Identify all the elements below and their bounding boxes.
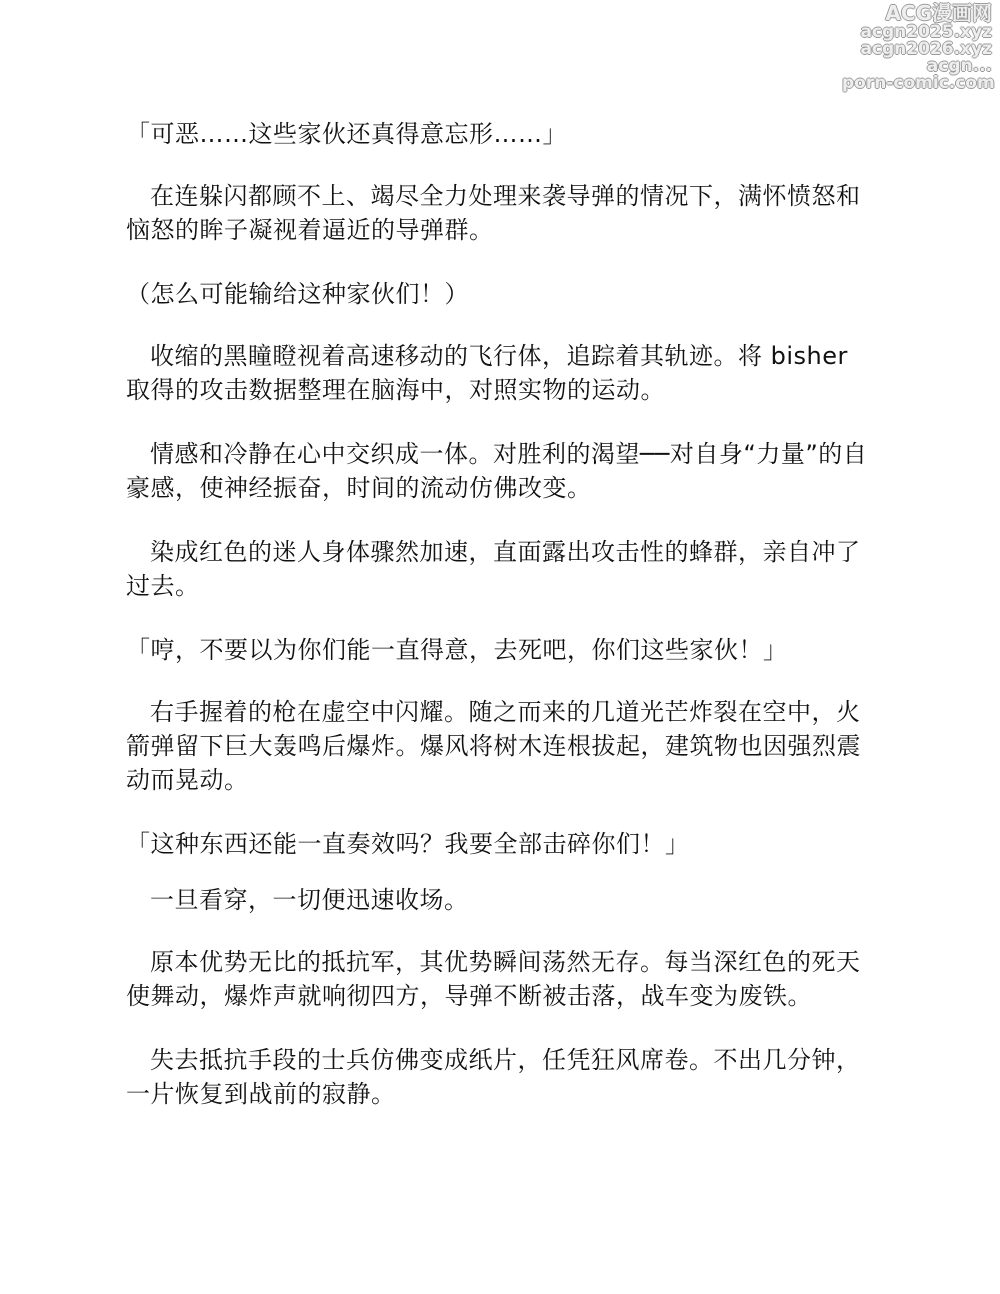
watermark-line: porn-comic.com [842, 73, 995, 93]
dialogue-paragraph: 「可恶……这些家伙还真得意忘形……」 [126, 120, 567, 148]
narration-paragraph: 原本优势无比的抵抗军，其优势瞬间荡然无存。每当深红色的死天使舞动，爆炸声就响彻四方，导弹不断被击落，战车变为废铁。 [126, 948, 861, 1010]
dialogue-paragraph: 「这种东西还能一直奏效吗？我要全部击碎你们！」 [126, 830, 690, 858]
site-watermark [842, 1, 995, 93]
narration-paragraph: 收缩的黑瞳瞪视着高速移动的飞行体，追踪着其轨迹。将 bisher 取得的攻击数据整理在脑海中，对照实物的运动。 [126, 342, 848, 404]
narration-paragraph: 染成红色的迷人身体骤然加速，直面露出攻击性的蜂群，亲自冲了过去。 [126, 538, 861, 600]
watermark-line: acgn... [926, 56, 992, 76]
watermark-line: acgn2025.xyz [860, 22, 992, 42]
watermark-line: acgn2026.xyz [860, 39, 992, 59]
watermark-line: ACG漫画网 [885, 1, 992, 25]
thought-paragraph: （怎么可能输给这种家伙们！） [126, 280, 469, 308]
narration-paragraph: 右手握着的枪在虚空中闪耀。随之而来的几道光芒炸裂在空中，火箭弹留下巨大轰鸣后爆炸。爆风将树木连根拔起，建筑物也因强烈震动而晃动。 [126, 698, 861, 794]
narration-paragraph: 一旦看穿，一切便迅速收场。 [150, 886, 469, 914]
narration-paragraph: 在连躲闪都顾不上、竭尽全力处理来袭导弹的情况下，满怀愤怒和恼怒的眸子凝视着逼近的导弹群。 [126, 182, 861, 244]
narration-paragraph: 情感和冷静在心中交织成一体。对胜利的渴望──对自身“力量”的自豪感，使神经振奋，时间的流动仿佛改变。 [126, 440, 868, 502]
dialogue-paragraph: 「哼，不要以为你们能一直得意，去死吧，你们这些家伙！」 [126, 636, 788, 664]
narration-paragraph: 失去抵抗手段的士兵仿佛变成纸片，任凭狂风席卷。不出几分钟，一片恢复到战前的寂静。 [126, 1046, 861, 1108]
